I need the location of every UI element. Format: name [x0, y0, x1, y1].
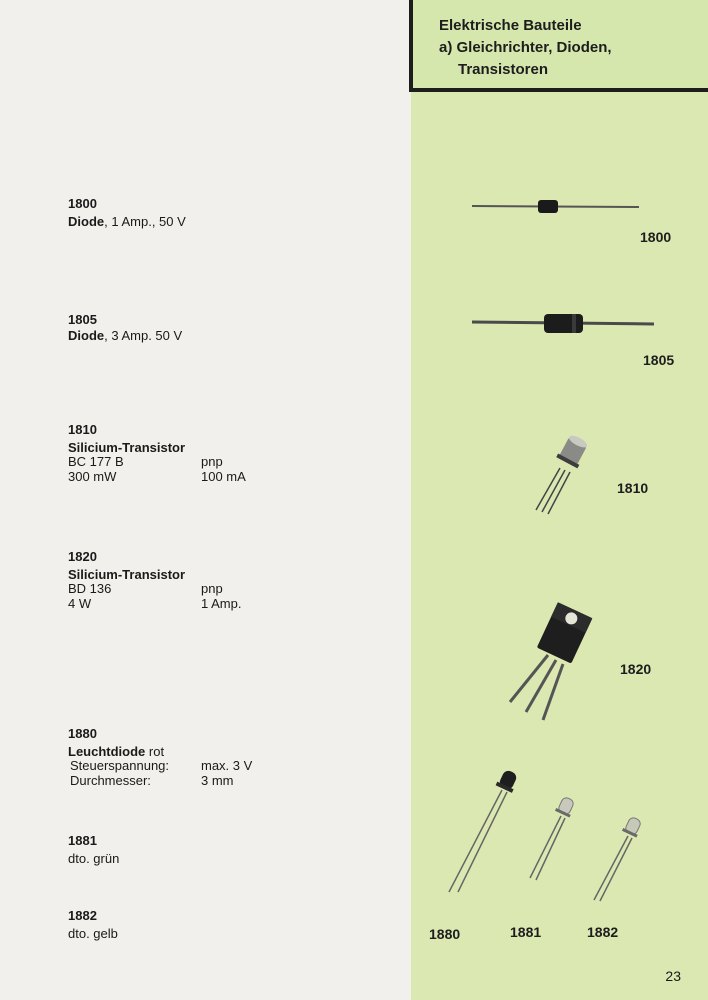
photo-label-1805: 1805 [643, 352, 675, 368]
header-title-line3: Transistoren [458, 61, 549, 78]
led-1880-photo [449, 768, 520, 892]
item-number: 1805 [68, 312, 97, 327]
spec-key: BC 177 B [68, 454, 124, 469]
photo-label-1881: 1881 [510, 924, 542, 940]
header-title-line1: Elektrische Bauteile [439, 17, 582, 34]
spec-key: Durchmesser: [70, 772, 151, 788]
item-name: Diode [68, 213, 105, 229]
spec-value: max. 3 V [201, 758, 253, 773]
item-name: Leuchtdiode [68, 743, 146, 759]
item-number: 1882 [68, 908, 97, 923]
item-number: 1880 [68, 726, 97, 741]
spec-key: 300 mW [68, 468, 117, 484]
item-name: Silicium-Transistor [68, 566, 186, 582]
photo-label-1820: 1820 [620, 661, 652, 677]
item-color: rot [145, 743, 165, 759]
transistor-1810-photo [536, 432, 591, 514]
photo-label-1810: 1810 [617, 480, 649, 496]
page-number: 23 [665, 968, 681, 984]
item-description: dto. gelb [68, 925, 118, 941]
photo-label-1882: 1882 [587, 924, 619, 940]
item-spec: , 1 Amp., 50 V [104, 213, 186, 229]
item-number: 1800 [68, 196, 97, 211]
spec-value: 3 mm [201, 772, 234, 788]
header-title-line2: a) Gleichrichter, Dioden, [439, 39, 612, 56]
spec-value: 1 Amp. [201, 595, 242, 611]
item-number: 1881 [68, 833, 97, 848]
led-1881-photo [530, 795, 577, 880]
spec-value: pnp [201, 581, 223, 596]
item-name: Diode [68, 327, 105, 343]
diode-1805-photo [472, 314, 654, 333]
item-number: 1810 [68, 422, 97, 437]
spec-key: BD 136 [68, 581, 112, 596]
transistor-1820-photo [510, 602, 592, 720]
spec-key: 4 W [68, 595, 92, 611]
led-1882-photo [594, 815, 644, 901]
item-description: dto. grün [68, 850, 120, 866]
photo-label-1880: 1880 [429, 926, 461, 942]
spec-value: pnp [201, 454, 223, 469]
spec-value: 100 mA [201, 468, 246, 484]
photo-label-1800: 1800 [640, 229, 672, 245]
item-name: Silicium-Transistor [68, 439, 186, 455]
item-spec: , 3 Amp. 50 V [104, 327, 183, 343]
diode-1800-photo [472, 200, 639, 213]
spec-key: Steuerspannung: [70, 758, 170, 773]
item-number: 1820 [68, 549, 97, 564]
